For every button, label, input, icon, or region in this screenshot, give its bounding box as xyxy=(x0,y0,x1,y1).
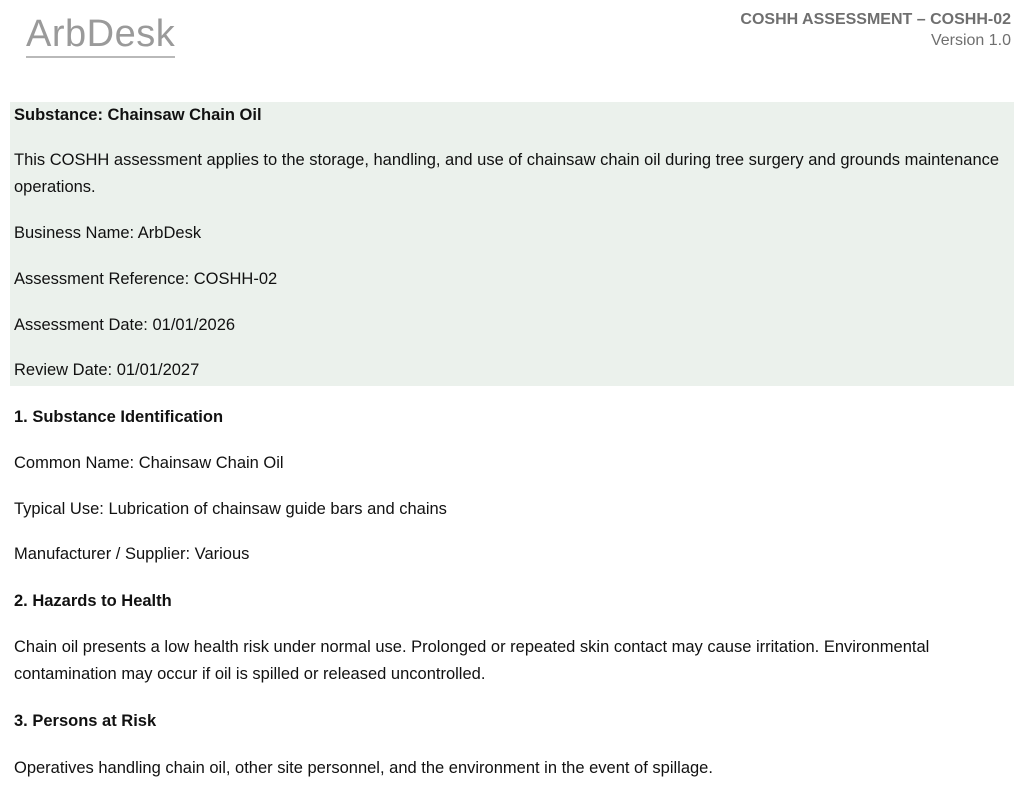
typical-use: Typical Use: Lubrication of chainsaw guide bars and chains xyxy=(14,500,447,518)
document-version: Version 1.0 xyxy=(930,32,1011,49)
document-header xyxy=(740,10,1011,52)
section-heading-hazards: 2. Hazards to Health xyxy=(14,592,172,610)
section-heading-identification: 1. Substance Identification xyxy=(14,408,224,426)
assessment-reference: Assessment Reference: COSHH-02 xyxy=(14,270,278,288)
review-date: Review Date: 01/01/2027 xyxy=(14,361,200,379)
common-name: Common Name: Chainsaw Chain Oil xyxy=(14,454,284,472)
manufacturer-supplier: Manufacturer / Supplier: Various xyxy=(14,545,250,563)
business-name: Business Name: ArbDesk xyxy=(14,224,202,242)
summary-description: This COSHH assessment applies to the storage, handling, and use of chainsaw chain oil during tree surgery and grounds maintenance operations. xyxy=(14,151,1000,196)
persons-text: Operatives handling chain oil, other site personnel, and the environment in the event of spillage. xyxy=(14,759,713,777)
company-logo: ArbDesk xyxy=(26,12,175,58)
substance-title: Substance: Chainsaw Chain Oil xyxy=(14,106,262,124)
hazards-text: Chain oil presents a low health risk under normal use. Prolonged or repeated skin contact may cause irritation. Environmental contamination may occur if oil is spilled or released uncontrolled. xyxy=(14,638,930,683)
section-heading-persons: 3. Persons at Risk xyxy=(14,712,157,730)
document-title: COSHH ASSESSMENT – COSHH-02 xyxy=(740,11,1011,28)
assessment-date: Assessment Date: 01/01/2026 xyxy=(14,316,236,334)
